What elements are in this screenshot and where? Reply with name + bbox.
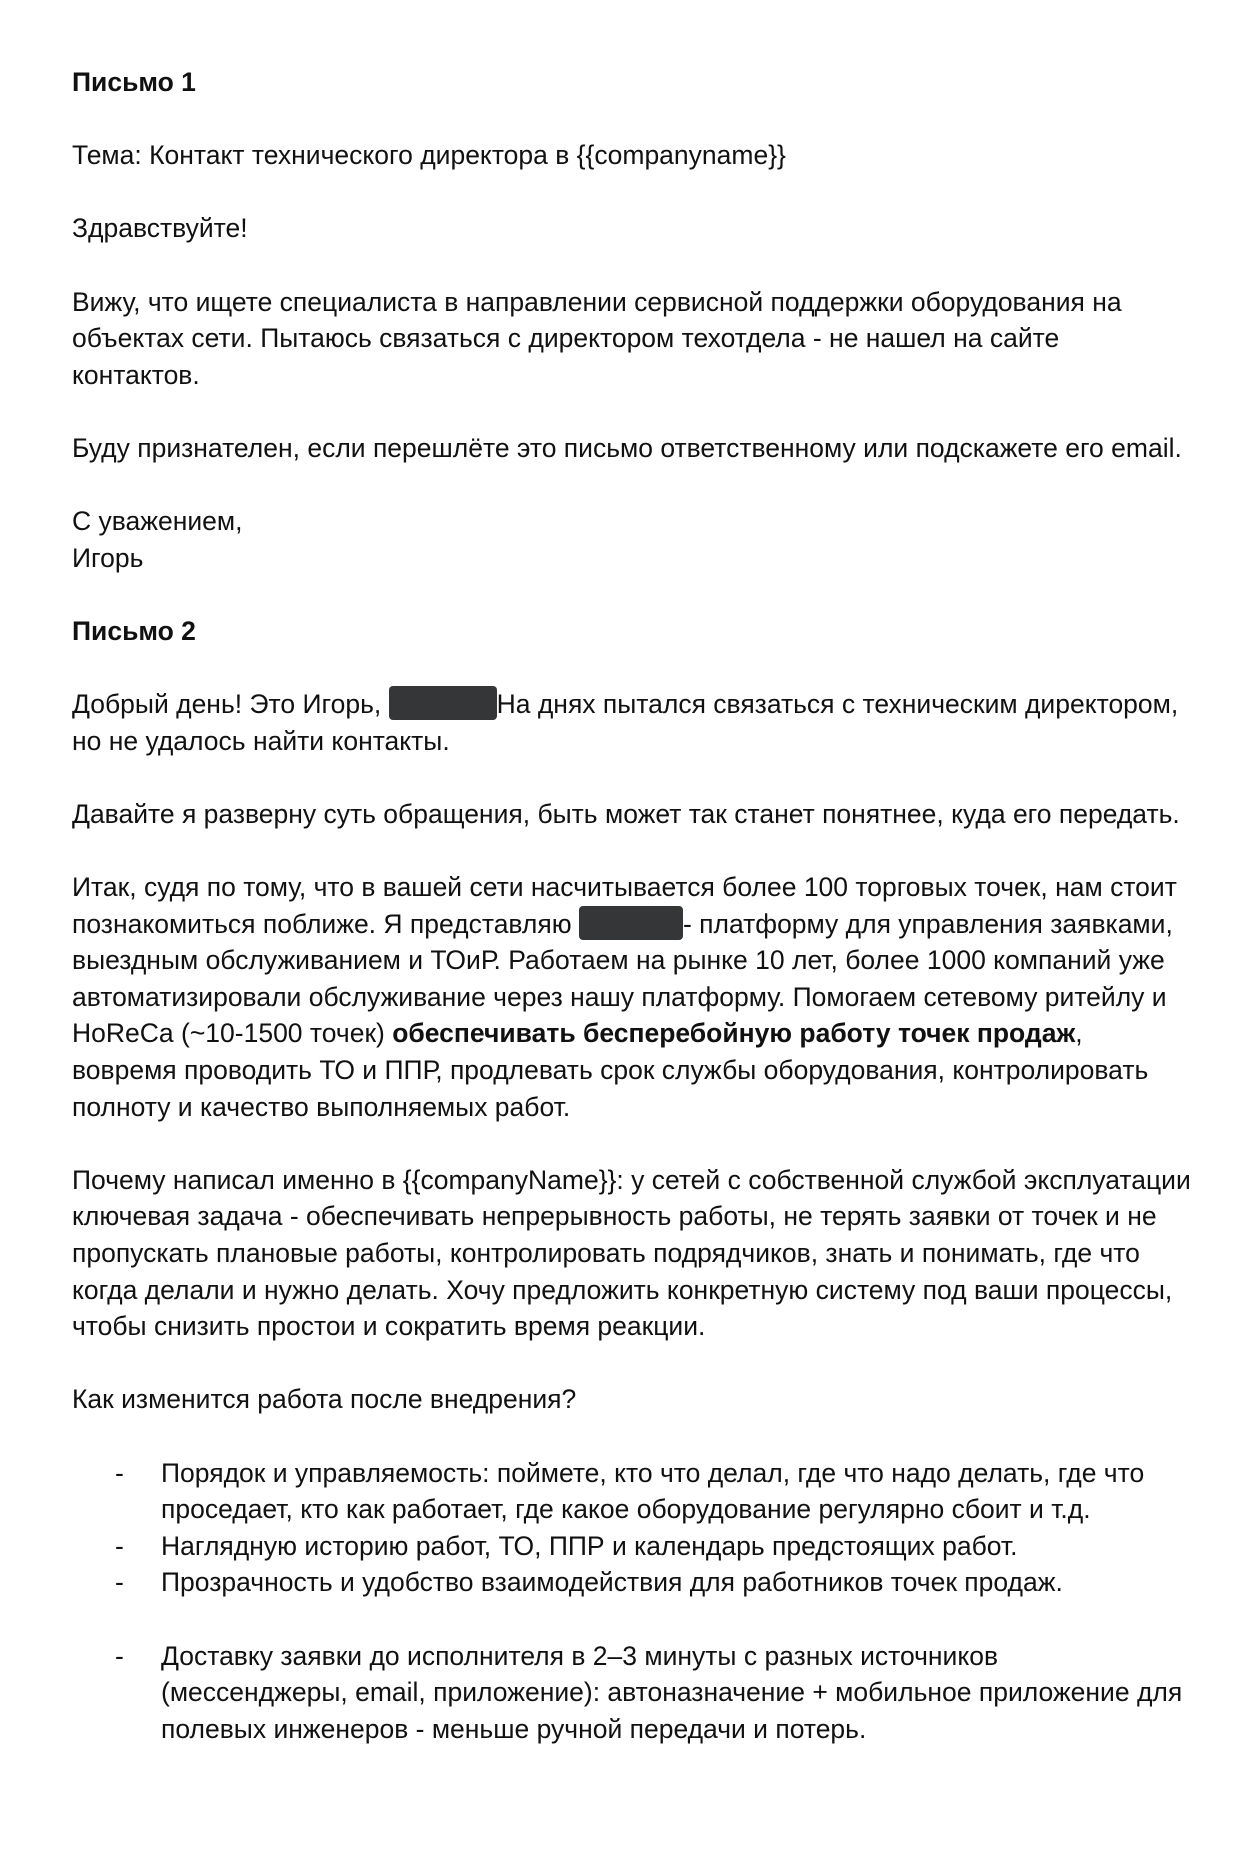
list-item [72,1455,1192,1528]
letter1-closing [72,503,1192,576]
bullet-dash: - [115,1457,124,1488]
bullet-dash: - [115,1567,124,1598]
redacted-company-name [389,686,497,720]
benefits-list [72,1455,1192,1748]
list-item [72,1564,1192,1601]
redacted-platform-name [579,906,683,940]
offer-text-middle: - платформу для управления заявками, выездным обслуживанием и ТОиР. Работаем на рынке 10 лет, более 1000 компаний уже автоматизировали обслуживание через нашу платформу. Помогаем сетевому ритейлу и HoReCa (~10-1500 точек) [72,908,1173,1049]
letter2-intro-end: На днях пытался связаться с техническим директором, но не удалось найти контакты. [72,689,1179,756]
letter2-question: Как изменится работа после внедрения? [72,1384,577,1415]
list-item-text: Доставку заявки до исполнителя в 2–3 минуты с разных источников (мессенджеры, email, приложение): автоназначение + мобильное приложение для полевых инженеров - меньше ручной передачи и потерь. [161,1640,1183,1744]
letter1-heading: Письмо 1 [72,67,196,97]
letter2-paragraph-offer [72,869,1192,1125]
letter1-subject: Тема: Контакт технического директора в {{companyname}} [72,140,786,171]
letter2-intro [72,686,1192,759]
offer-text-start: Итак, судя по тому, что в вашей сети насчитывается более 100 торговых точек, нам стоит познакомиться поближе. Я представляю [72,872,1177,939]
letter1-greeting: Здравствуйте! [72,213,248,244]
letter1-paragraph-2: Буду признателен, если перешлёте это письмо ответственному или подскажете его email. [72,432,1182,463]
letter2-heading: Письмо 2 [72,615,196,646]
list-item-text: Порядок и управляемость: поймете, кто что делал, где что надо делать, где что проседает, кто как работает, где какое оборудование регулярно сбоит и т.д. [161,1457,1145,1525]
list-item [72,1638,1192,1748]
bullet-dash: - [115,1640,124,1671]
letter2-paragraph-expand: Давайте я разверну суть обращения, быть может так станет понятнее, куда его передать. [72,798,1180,829]
letter1-signature: Игорь [72,542,144,573]
list-item-text: Прозрачность и удобство взаимодействия для работников точек продаж. [161,1567,1063,1598]
offer-text-bold: обеспечивать бесперебойную работу точек продаж [392,1018,1076,1049]
document-page [72,64,1192,1747]
letter1-paragraph-1: Вижу, что ищете специалиста в направлении сервисной поддержки оборудования на объектах сети. Пытаюсь связаться с директором техотдела - не нашел на сайте контактов. [72,286,1122,390]
letter1-signoff: С уважением, [72,506,243,537]
list-item [72,1528,1192,1565]
letter2-paragraph-why: Почему написал именно в {{companyName}}: у сетей с собственной службой эксплуатации ключевая задача - обеспечивать непрерывность работы, не терять заявки от точек и не пропускать плановые работы, контролировать подрядчиков, знать и понимать, где что когда делали и нужно делать. Хочу предложить конкретную систему под ваши процессы, чтобы снизить простои и сократить время реакции. [72,1164,1191,1342]
letter2-intro-start: Добрый день! Это Игорь, [72,689,389,720]
offer-text-end: , вовремя проводить ТО и ППР, продлевать срок службы оборудования, контролировать полноту и качество выполняемых работ. [72,1018,1149,1122]
bullet-dash: - [115,1530,124,1561]
list-item-text: Наглядную историю работ, ТО, ППР и календарь предстоящих работ. [161,1530,1018,1561]
